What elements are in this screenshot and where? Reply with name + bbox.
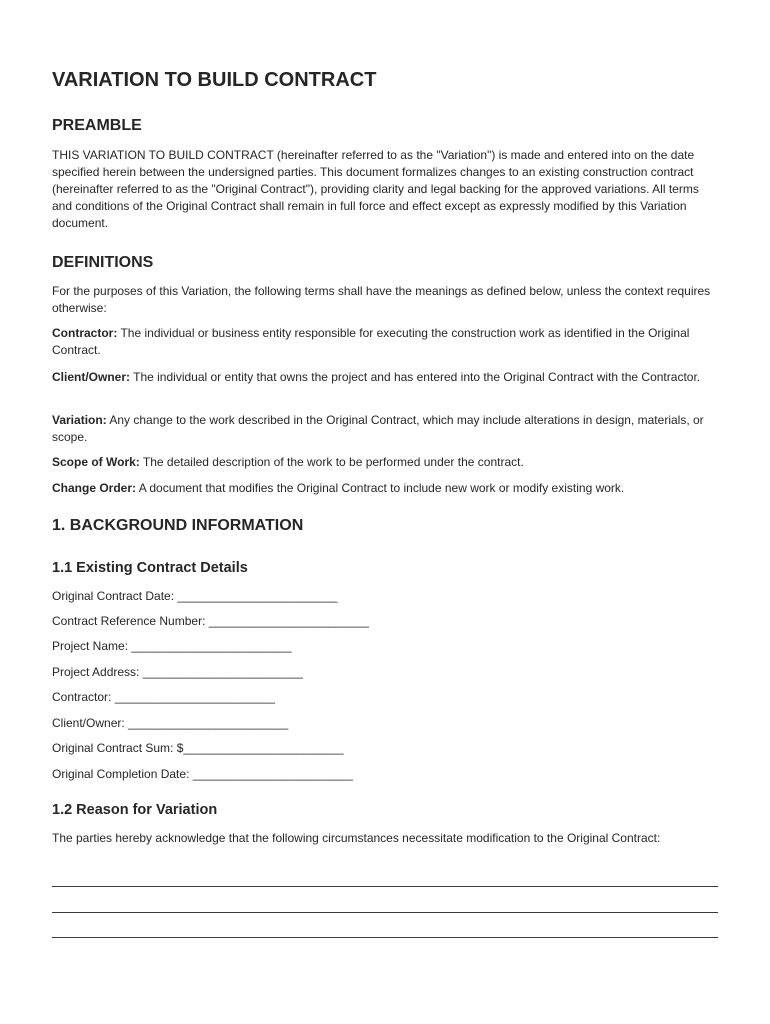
contract-reference-field[interactable]: Contract Reference Number: ________________________ [52, 614, 369, 628]
project-address-field[interactable]: Project Address: ________________________ [52, 665, 303, 679]
definitions-intro: For the purposes of this Variation, the following terms shall have the meanings as defined below, unless the context requires otherwise: [52, 284, 711, 315]
preamble-text: THIS VARIATION TO BUILD CONTRACT (hereinafter referred to as the "Variation") is made and entered into on the date specified herein between the undersigned parties. This document formalizes changes to an existing construction contract (hereinafter referred to as the "Original Contract"), providing clarity and legal backing for the approved variations. All terms and conditions of the Original Contract shall remain in full force and effect except as expressly modified by this Variation document. [52, 148, 699, 230]
definition-scope-of-work [52, 454, 722, 471]
contractor-field[interactable]: Contractor: ________________________ [52, 690, 275, 704]
definition-term: Variation: [52, 413, 107, 427]
definition-contractor [52, 325, 722, 359]
reason-text: The parties hereby acknowledge that the following circumstances necessitate modification to the Original Contract: [52, 831, 661, 845]
definition-term: Client/Owner: [52, 370, 131, 384]
original-completion-date-field[interactable]: Original Completion Date: ________________________ [52, 767, 353, 781]
project-name-field[interactable]: Project Name: ________________________ [52, 639, 292, 653]
existing-contract-heading: 1.1 Existing Contract Details [52, 560, 248, 576]
definition-change-order [52, 480, 722, 497]
definition-text: The detailed description of the work to be performed under the contract. [139, 455, 524, 469]
definition-text: The individual or entity that owns the project and has entered into the Original Contract with the Contractor. [130, 370, 701, 384]
definition-text: Any change to the work described in the Original Contract, which may include alterations in design, materials, or scope. [52, 413, 704, 444]
original-contract-sum-field[interactable]: Original Contract Sum: $________________________ [52, 741, 344, 755]
reason-heading: 1.2 Reason for Variation [52, 802, 218, 818]
definition-text: A document that modifies the Original Contract to include new work or modify existing work. [136, 481, 625, 495]
definition-variation [52, 412, 722, 446]
definition-text: The individual or business entity responsible for executing the construction work as identified in the Original Contract. [52, 326, 690, 357]
definition-client-owner [52, 369, 722, 386]
definition-term: Scope of Work: [52, 455, 140, 469]
document-title: VARIATION TO BUILD CONTRACT [52, 69, 377, 91]
background-heading: 1. BACKGROUND INFORMATION [52, 517, 304, 534]
definition-term: Contractor: [52, 326, 118, 340]
definition-term: Change Order: [52, 481, 137, 495]
reason-blank-line[interactable] [52, 937, 718, 938]
reason-blank-line[interactable] [52, 886, 718, 887]
original-contract-date-field[interactable]: Original Contract Date: ________________________ [52, 589, 338, 603]
definitions-heading: DEFINITIONS [52, 254, 154, 271]
reason-blank-line[interactable] [52, 912, 718, 913]
client-owner-field[interactable]: Client/Owner: ________________________ [52, 716, 289, 730]
preamble-heading: PREAMBLE [52, 117, 142, 134]
